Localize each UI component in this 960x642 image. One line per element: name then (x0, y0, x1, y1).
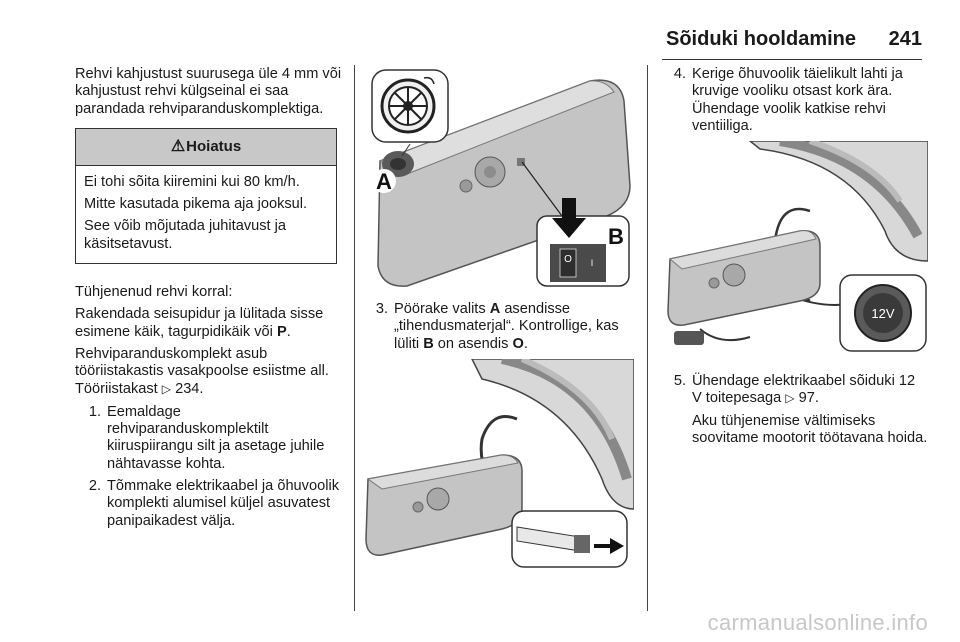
label-b: B (608, 224, 624, 249)
step-text: Eemaldage rehviparanduskomplektilt kiiruspiirangu silt ja asetage juhile nähtavasse kohta. (107, 403, 325, 472)
warning-header (76, 129, 336, 166)
steps-list (660, 373, 928, 447)
socket-12v-label: 12V (871, 306, 895, 322)
label-a: A (376, 169, 392, 194)
hose-connection-illustration (362, 359, 634, 575)
warning-icon: ⚠ (170, 138, 186, 156)
warning-body (76, 166, 336, 263)
warning-line: Mitte kasutada pikema aja jooksul. (84, 196, 308, 213)
kit-location-text: Rehviparanduskomplekt asub tööriistakastis vasakpoolse esiistme all. Tööriistakast ▷ 234. (75, 345, 329, 397)
step-number: 2. (88, 478, 101, 495)
warning-line: Ei tohi sõita kiiremini kui 80 km/h. (84, 173, 300, 190)
list-item (660, 373, 928, 447)
page-ref-link[interactable]: 234. (175, 380, 204, 397)
steps-list (362, 301, 637, 353)
right-column (660, 66, 928, 452)
list-item (75, 478, 345, 530)
list-item (660, 66, 928, 135)
list-item (362, 301, 637, 353)
flat-tire-text: Rakendada seisupidur ja lülitada sisse esimene käik, tagurpidikäik või P. (75, 306, 324, 340)
left-column (75, 66, 345, 535)
step-text: Ühendage elektrikaabel sõiduki 12 V toitepesaga ▷ 97. Aku tühjenemise vältimiseks soovitame mootorit töötavana hoida. (692, 373, 928, 447)
list-item (75, 404, 345, 473)
power-socket-illustration (660, 141, 928, 359)
warning-line: See võib mõjutada juhitavust ja käsitsetavust. (84, 218, 287, 252)
step-number: 5. (673, 373, 686, 390)
flat-tire-heading: Tühjenenud rehvi korral: (75, 284, 233, 301)
watermark: carmanualsonline.info (707, 610, 928, 635)
switch-i-mark: I (590, 258, 594, 268)
step-text: Tõmmake elektrikaabel ja õhuvoolik komplekti alumisel küljel asuvatest panipaikadest välja. (107, 478, 339, 529)
step-text: Kerige õhuvoolik täielikult lahti ja kruvige vooliku otsast kork ära. Ühendage voolik katkise rehvi ventiiliga. (692, 66, 903, 134)
switch-o-ref: O (512, 335, 524, 352)
gear-p: P (276, 323, 287, 340)
column-divider-left (354, 65, 355, 611)
step-text: Pöörake valits A asendisse „tihendusmaterjal“. Kontrollige, kas lüliti B on asendis O. (394, 301, 619, 352)
page-ref-link[interactable]: 97. (798, 390, 819, 407)
repair-kit-selector-illustration (362, 66, 634, 291)
page-ref-arrow-icon: ▷ (785, 391, 795, 406)
header-rule (662, 59, 922, 60)
warning-box (75, 128, 337, 264)
page-header (662, 20, 922, 60)
switch-o-mark: O (564, 254, 572, 265)
step-subtext: Aku tühjenemise vältimiseks soovitame mootorit töötavana hoida. (692, 412, 928, 447)
steps-list (660, 66, 928, 135)
page-number: 241 (888, 28, 922, 50)
intro-text: Rehvi kahjustust suurusega üle 4 mm või kahjustust rehvi külgseinal ei saa parandada rehviparanduskomplektiga. (75, 66, 342, 117)
warning-title: Hoiatus (186, 138, 242, 156)
label-b-ref: B (423, 335, 434, 352)
step-number: 1. (88, 403, 101, 420)
step-number: 4. (673, 66, 686, 82)
section-title: Sõiduki hooldamine (665, 28, 856, 50)
step-number: 3. (375, 301, 388, 317)
steps-list (75, 404, 345, 530)
column-divider-right (647, 65, 648, 611)
label-a-ref: A (489, 301, 501, 317)
page-ref-arrow-icon: ▷ (161, 381, 172, 396)
middle-column (362, 66, 637, 575)
